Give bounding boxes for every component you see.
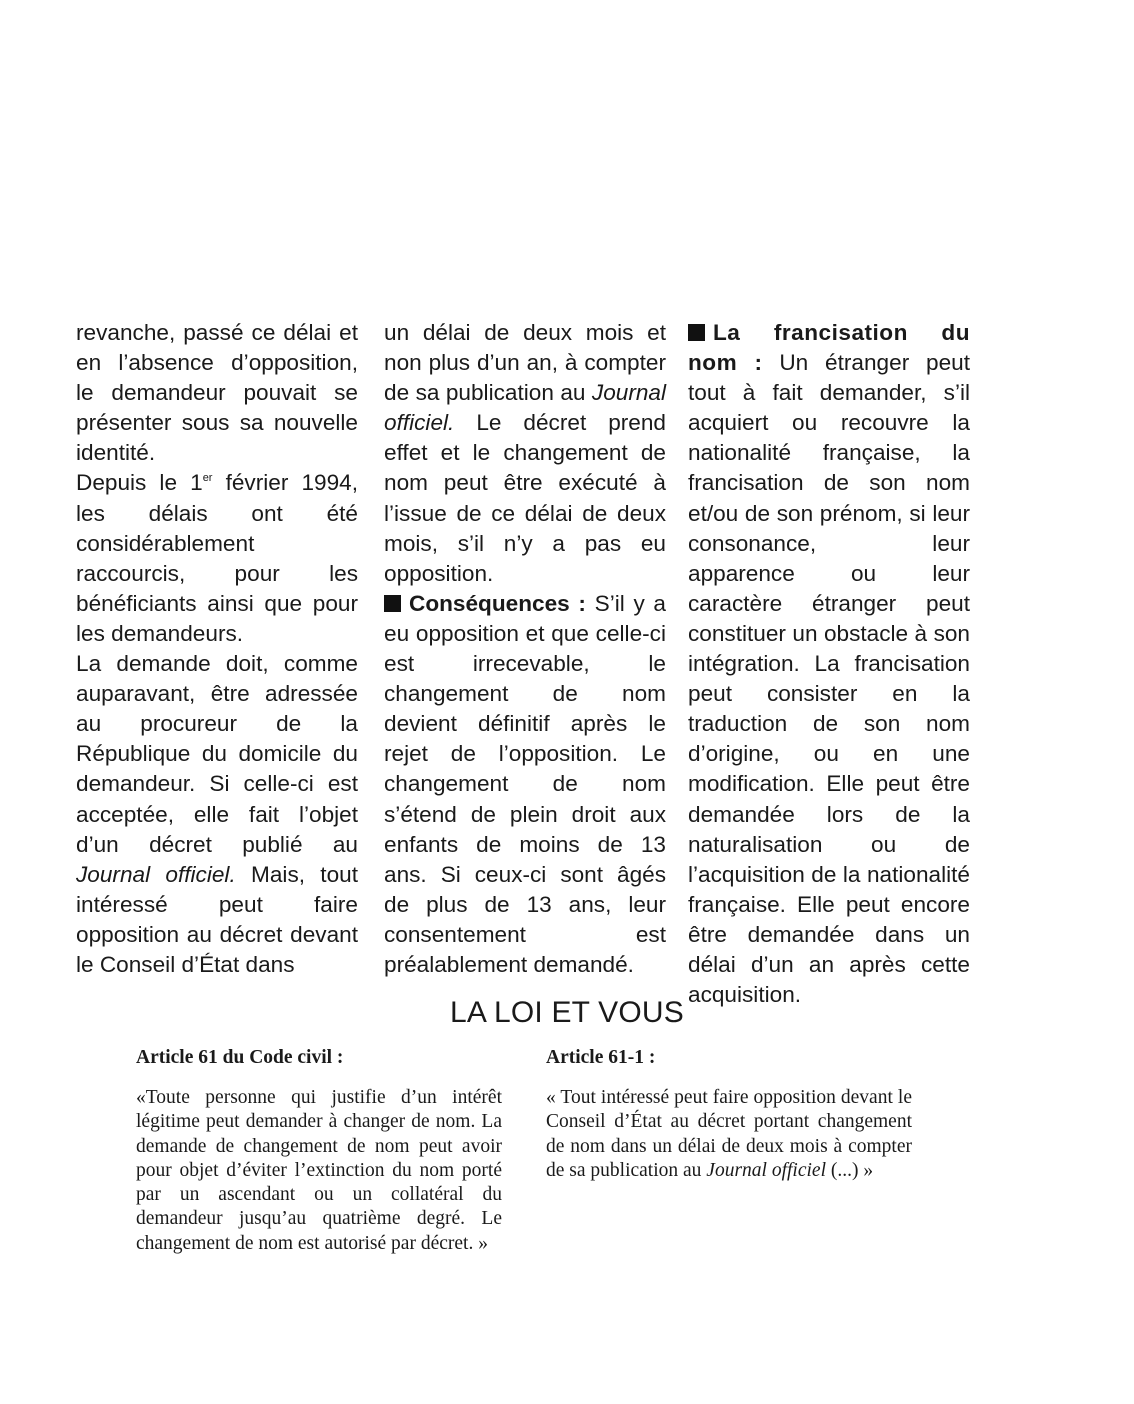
text-span: Le décret prend effet et le changement de nom peut être exécuté à l’issue de ce délai de deux mois, s’il n’y a pas eu opposition. bbox=[384, 410, 666, 586]
text-column-3 bbox=[688, 318, 970, 1010]
section-heading: Conséquences : bbox=[409, 590, 586, 616]
article-heading: Article 61-1 : bbox=[546, 1047, 656, 1068]
text-span: Un étranger peut tout à fait demander, s’il acquiert ou recouvre la nationalité française, la francisation de son nom et/ou de son prénom, si leur consonance, leur apparence ou leur caractère étranger peut constituer un obstacle à son intégration. La francisation peut consister en la traduction de son nom d’origine, ou en une modification. Elle peut être demandée lors de la naturalisation ou de l’acquisition de la nationalité française. Elle peut encore être demandée dans un délai d’un an après cette acquisition. bbox=[688, 350, 971, 1008]
text-span: S’il y a eu opposition et que celle-ci est irrecevable, le changement de nom devient définitif après le rejet de l’opposition. Le changement de nom s’étend de plein droit aux enfants de moins de 13 ans. Si ceux-ci sont âgés de plus de 13 ans, leur consentement est préalablement demandé. bbox=[384, 590, 666, 977]
paragraph bbox=[76, 468, 358, 649]
paragraph bbox=[76, 649, 358, 980]
text-span: février 1994, les délais ont été considérablement raccourcis, pour les bénéficiants ainsi que pour les demandeurs. bbox=[76, 470, 358, 646]
paragraph bbox=[384, 318, 666, 589]
text-span: un délai de deux mois et non plus d’un an, à compter de sa publication au bbox=[384, 320, 666, 406]
text-span: Mais, tout intéressé peut faire opposition au décret devant le Conseil d’État dans bbox=[76, 861, 358, 977]
article-heading: Article 61 du Code civil : bbox=[136, 1047, 344, 1068]
article-text: «Toute personne qui justifie d’un intérêt légitime peut demander à changer de nom. La demande de changement de nom peut avoir pour objet d’éviter l’extinction du nom porté par un ascendant ou un collatéral du demandeur jusqu’au quatrième degré. Le changement de nom est autorisé par décret. » bbox=[136, 1087, 502, 1254]
text-column-1 bbox=[76, 318, 358, 980]
text-span: (...) » bbox=[825, 1159, 874, 1181]
superscript: er bbox=[202, 472, 213, 485]
law-section-title: LA LOI ET VOUS bbox=[449, 996, 684, 1029]
text-span: Depuis le 1 bbox=[76, 470, 203, 496]
paragraph bbox=[384, 589, 666, 980]
italic-text: Journal officiel. bbox=[384, 380, 666, 436]
article-text bbox=[546, 1086, 912, 1183]
text-span: « Tout intéressé peut faire opposition devant le Conseil d’État au décret portant changement de nom dans un délai de deux mois à compter de sa publication au bbox=[546, 1087, 912, 1181]
paragraph: revanche, passé ce délai et en l’absence d’opposition, le demandeur pouvait se présenter sous sa nouvelle identité. bbox=[76, 320, 358, 466]
article-61-block bbox=[136, 1046, 502, 1256]
section-heading: La francisation du nom : bbox=[688, 320, 970, 376]
italic-text: Journal officiel. bbox=[76, 861, 236, 887]
text-span: La demande doit, comme auparavant, être adressée au procureur de la République du domicile du demandeur. Si celle-ci est acceptée, elle fait l’objet d’un décret publié au bbox=[76, 651, 358, 857]
text-column-2 bbox=[384, 318, 666, 980]
black-square-icon bbox=[384, 595, 401, 612]
black-square-icon bbox=[688, 324, 705, 341]
paragraph bbox=[688, 318, 970, 1010]
italic-text: Journal officiel bbox=[706, 1159, 826, 1181]
article-61-1-block bbox=[546, 1046, 912, 1183]
